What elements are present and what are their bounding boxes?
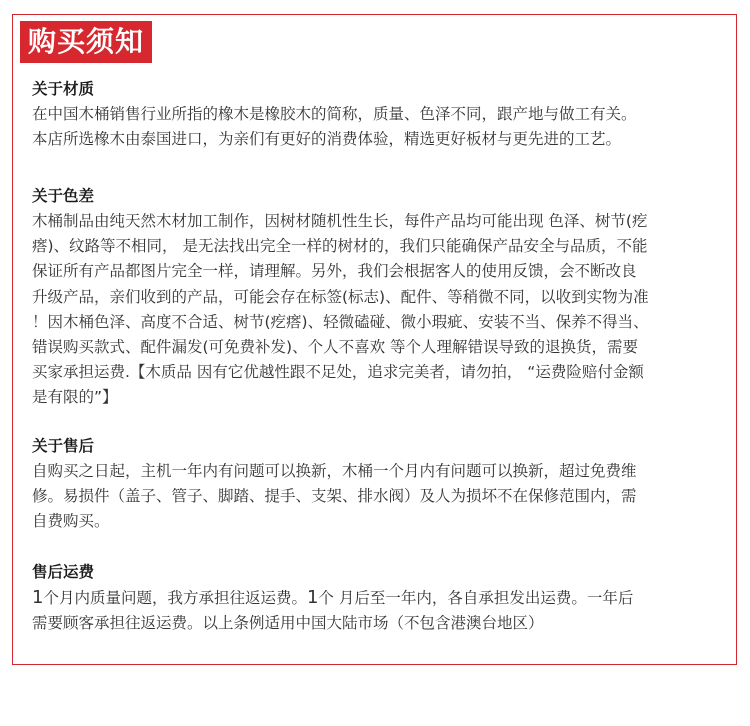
section-text-line: 升级产品，亲们收到的产品，可能会存在标签(标志)、配件、等稍微不同，以收到实物为准 (32, 287, 649, 306)
section-text-line: 修。易损件（盖子、管子、脚踏、提手、支架、排水阀）及人为损坏不在保修范围内，需 (32, 487, 637, 506)
section-text-line: 保证所有产品都图片完全一样，请理解。另外，我们会根据客人的使用反馈，会不断改良 (32, 262, 637, 281)
section-text-line: 买家承担运费.【木质品 因有它优越性跟不足处，追求完美者，请勿拍， “运费险赔付金额 (32, 363, 644, 382)
section-text-line: ！因木桶色泽、高度不合适、树节(疙瘩)、轻微磕碰、微小瑕疵、安装不当、保养不得当、 (32, 312, 649, 331)
section-text-line: 错误购买款式、配件漏发(可免费补发)、个人不喜欢 等个人理解错误导致的退换货，需要 (32, 338, 639, 357)
section-heading: 关于材质 (32, 80, 95, 98)
section-text-line: 是有限的”】 (32, 388, 118, 407)
shipping-text: 个 月后至一年内，各自承担发出运费。一年后 (318, 589, 634, 607)
section-text-line: 在中国木桶销售行业所指的橡木是橡胶木的简称，质量、色泽不同，跟产地与做工有关。 (32, 105, 637, 123)
section-text-line: 本店所选橡木由泰国进口，为亲们有更好的消费体验，精选更好板材与更先进的工艺。 (32, 130, 622, 149)
section-text-line: 自购买之日起，主机一年内有问题可以换新，木桶一个月内有问题可以换新，超过免费维 (32, 462, 637, 480)
section-color-difference (32, 184, 722, 411)
section-after-sales (32, 434, 722, 535)
section-text-line (32, 585, 722, 611)
section-heading: 关于色差 (32, 187, 95, 205)
section-text-line: 瘩)、纹路等不相同， 是无法找出完全一样的树材的，我们只能确保产品安全与品质，不能 (32, 237, 648, 256)
section-material (32, 77, 722, 152)
section-text-line: 自费购买。 (32, 512, 110, 531)
section-text-line: 需要顾客承担往返运费。以上条例适用中国大陆市场（不包含港澳台地区） (32, 614, 544, 633)
section-heading: 售后运费 (32, 563, 95, 581)
page-title: 购买须知 (20, 21, 152, 63)
section-shipping (32, 560, 722, 636)
month-number: 1 (306, 587, 319, 608)
month-number: 1 (32, 587, 44, 608)
section-heading: 关于售后 (32, 437, 95, 455)
section-text-line: 木桶制品由纯天然木材加工制作，因树材随机性生长，每件产品均可能出现 色泽、树节(疙 (32, 212, 648, 230)
shipping-text: 个月内质量问题，我方承担往返运费。 (43, 589, 307, 607)
